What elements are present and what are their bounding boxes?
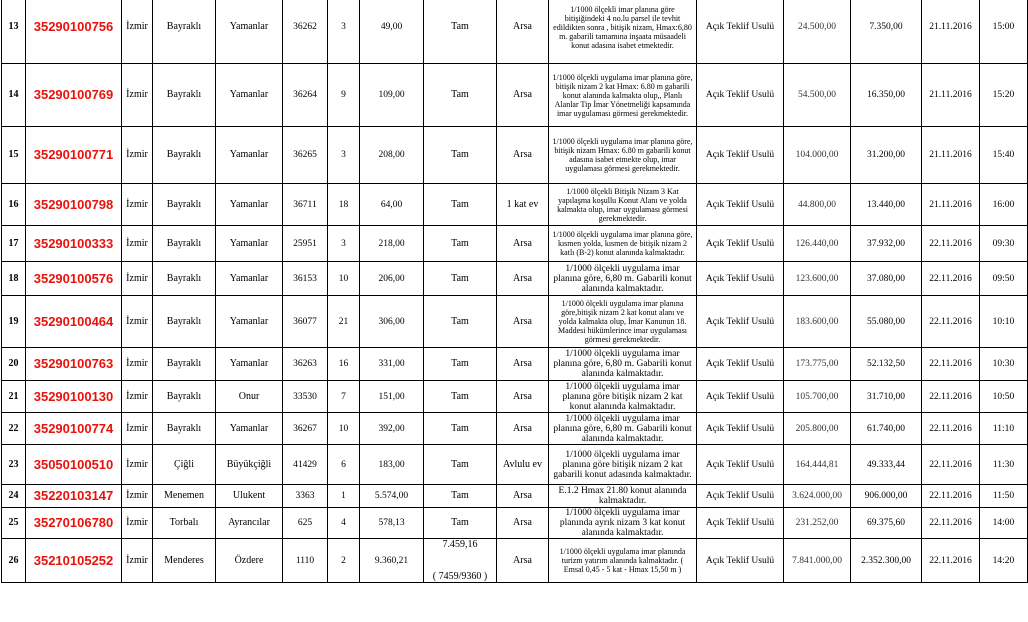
city-cell: İzmir [122, 485, 153, 508]
description-cell: 1/1000 ölçekli uygulama imar planına göre, 6,80 m. Gabarili konut alanında kalmaktadır. [549, 262, 697, 296]
block-number: 41429 [283, 445, 328, 485]
row-number: 24 [2, 485, 26, 508]
area-cell: 183,00 [360, 445, 424, 485]
type-cell: Arsa [497, 485, 549, 508]
district-cell: Bayraklı [153, 413, 216, 445]
tender-method: Açık Teklif Usulü [697, 539, 784, 583]
city-cell: İzmir [122, 127, 153, 184]
tender-method: Açık Teklif Usulü [697, 485, 784, 508]
tender-time: 10:30 [980, 348, 1028, 381]
tender-time: 11:10 [980, 413, 1028, 445]
tender-date: 22.11.2016 [922, 348, 980, 381]
estimated-price: 205.800,00 [784, 413, 851, 445]
tender-date: 22.11.2016 [922, 485, 980, 508]
type-cell: Arsa [497, 381, 549, 413]
tender-method: Açık Teklif Usulü [697, 508, 784, 539]
deposit-amount: 61.740,00 [851, 413, 922, 445]
tender-date: 22.11.2016 [922, 226, 980, 262]
deposit-amount: 69.375,60 [851, 508, 922, 539]
deposit-amount: 13.440,00 [851, 184, 922, 226]
parcel-code[interactable]: 35290100464 [26, 296, 122, 348]
share-cell: Tam [424, 508, 497, 539]
block-number: 36264 [283, 64, 328, 127]
share-ratio: ( 7459/9360 ) [432, 570, 488, 582]
neighborhood-cell: Yamanlar [216, 0, 283, 64]
parcel-number: 18 [328, 184, 360, 226]
city-cell: İzmir [122, 508, 153, 539]
district-cell: Torbalı [153, 508, 216, 539]
row-number: 16 [2, 184, 26, 226]
description-cell: 1/1000 ölçekli uygulama imar planına göre bitişik nizam 2 kat konut alanında kalmaktadır. [549, 381, 697, 413]
deposit-amount: 31.200,00 [851, 127, 922, 184]
parcel-number: 10 [328, 262, 360, 296]
city-cell: İzmir [122, 0, 153, 64]
description-cell: 1/1000 ölçekli uygulama imar planına göre, bitişik nizam Hmax: 6.80 m gabarili konut adasına isabet etmekte olup, imar uygulaması görmesi gerekmektedir. [549, 127, 697, 184]
tender-time: 10:10 [980, 296, 1028, 348]
parcel-code[interactable]: 35220103147 [26, 485, 122, 508]
city-cell: İzmir [122, 539, 153, 583]
share-cell: Tam [424, 348, 497, 381]
tender-time: 15:20 [980, 64, 1028, 127]
deposit-amount: 16.350,00 [851, 64, 922, 127]
district-cell: Menemen [153, 485, 216, 508]
estimated-price: 7.841.000,00 [784, 539, 851, 583]
table-row [2, 0, 1028, 64]
parcel-number: 6 [328, 445, 360, 485]
area-cell: 9.360,21 [360, 539, 424, 583]
block-number: 3363 [283, 485, 328, 508]
tender-time: 10:50 [980, 381, 1028, 413]
parcel-number: 3 [328, 127, 360, 184]
type-cell: Avlulu ev [497, 445, 549, 485]
block-number: 33530 [283, 381, 328, 413]
row-number: 18 [2, 262, 26, 296]
city-cell: İzmir [122, 184, 153, 226]
share-cell: Tam [424, 184, 497, 226]
parcel-number: 21 [328, 296, 360, 348]
block-number: 36265 [283, 127, 328, 184]
estimated-price: 104.000,00 [784, 127, 851, 184]
description-cell: 1/1000 ölçekli uygulama imar planına göre, 6,80 m. Gabarili konut alanında kalmaktadır. [549, 348, 697, 381]
row-number: 13 [2, 0, 26, 64]
district-cell: Bayraklı [153, 348, 216, 381]
parcel-code[interactable]: 35290100756 [26, 0, 122, 64]
city-cell: İzmir [122, 348, 153, 381]
neighborhood-cell: Yamanlar [216, 348, 283, 381]
estimated-price: 173.775,00 [784, 348, 851, 381]
description-cell: 1/1000 ölçekli imar planına göre bitişiğindeki 4 no.lu parsel ile tevhit edildikten sonra , bitişik nizam, Hmax:6,80 m. gabarili tamamına inşaata müsaadeli konut adasına isabet etmektedir. [549, 0, 697, 64]
tender-method: Açık Teklif Usulü [697, 226, 784, 262]
table-row [2, 226, 1028, 262]
share-cell: Tam [424, 296, 497, 348]
description-cell: 1/1000 ölçekli uygulama imar planına göre, kısmen yolda, kısmen de bitişik nizam 2 katlı (B-2) konut alanında kalmaktadır. [549, 226, 697, 262]
block-number: 36077 [283, 296, 328, 348]
block-number: 1110 [283, 539, 328, 583]
tender-method: Açık Teklif Usulü [697, 381, 784, 413]
deposit-amount: 7.350,00 [851, 0, 922, 64]
area-cell: 151,00 [360, 381, 424, 413]
area-cell: 49,00 [360, 0, 424, 64]
parcel-number: 16 [328, 348, 360, 381]
share-cell: Tam [424, 445, 497, 485]
table-row [2, 539, 1028, 583]
table-row [2, 262, 1028, 296]
parcel-number: 2 [328, 539, 360, 583]
area-cell: 64,00 [360, 184, 424, 226]
estimated-price: 105.700,00 [784, 381, 851, 413]
tender-method: Açık Teklif Usulü [697, 413, 784, 445]
parcel-code[interactable]: 35290100576 [26, 262, 122, 296]
tender-time: 11:30 [980, 445, 1028, 485]
table-row [2, 485, 1028, 508]
tender-time: 14:20 [980, 539, 1028, 583]
district-cell: Bayraklı [153, 127, 216, 184]
table-row [2, 64, 1028, 127]
share-cell: Tam [424, 413, 497, 445]
tender-table [1, 0, 1028, 583]
parcel-code[interactable]: 35290100333 [26, 226, 122, 262]
tender-time: 16:00 [980, 184, 1028, 226]
area-cell: 218,00 [360, 226, 424, 262]
parcel-number: 4 [328, 508, 360, 539]
neighborhood-cell: Yamanlar [216, 184, 283, 226]
parcel-number: 1 [328, 485, 360, 508]
row-number: 19 [2, 296, 26, 348]
share-cell: Tam [424, 485, 497, 508]
deposit-amount: 37.080,00 [851, 262, 922, 296]
type-cell: Arsa [497, 226, 549, 262]
parcel-code[interactable]: 35270106780 [26, 508, 122, 539]
block-number: 36153 [283, 262, 328, 296]
district-cell: Bayraklı [153, 381, 216, 413]
row-number: 14 [2, 64, 26, 127]
type-cell: Arsa [497, 127, 549, 184]
city-cell: İzmir [122, 413, 153, 445]
table-row [2, 445, 1028, 485]
neighborhood-cell: Özdere [216, 539, 283, 583]
estimated-price: 183.600,00 [784, 296, 851, 348]
description-cell: 1/1000 ölçekli uygulama imar planına göre bitişik nizam 2 kat gabarili konut adasında kalmaktadır. [549, 445, 697, 485]
tender-method: Açık Teklif Usulü [697, 127, 784, 184]
description-cell: 1/1000 ölçekli uygulama imar planına göre,bitişik nizam 2 kat konut alanı ve yolda kalmakta olup, İmar Kanunun 18. Maddesi hükümlerince imar uygulaması görmesi gerekmektedir. [549, 296, 697, 348]
parcel-number: 9 [328, 64, 360, 127]
tender-time: 14:00 [980, 508, 1028, 539]
type-cell: Arsa [497, 539, 549, 583]
row-number: 21 [2, 381, 26, 413]
tender-date: 22.11.2016 [922, 445, 980, 485]
description-cell: 1/1000 ölçekli uygulama imar planında ayrık nizam 3 kat konut alanında kalmaktadır. [549, 508, 697, 539]
neighborhood-cell: Yamanlar [216, 296, 283, 348]
district-cell: Bayraklı [153, 296, 216, 348]
type-cell: 1 kat ev [497, 184, 549, 226]
deposit-amount: 2.352.300,00 [851, 539, 922, 583]
share-cell: Tam [424, 381, 497, 413]
neighborhood-cell: Ulukent [216, 485, 283, 508]
block-number: 36262 [283, 0, 328, 64]
tender-time: 09:50 [980, 262, 1028, 296]
city-cell: İzmir [122, 262, 153, 296]
tender-method: Açık Teklif Usulü [697, 296, 784, 348]
tender-date: 22.11.2016 [922, 413, 980, 445]
estimated-price: 54.500,00 [784, 64, 851, 127]
tender-date: 21.11.2016 [922, 184, 980, 226]
neighborhood-cell: Yamanlar [216, 226, 283, 262]
tender-time: 09:30 [980, 226, 1028, 262]
parcel-code[interactable]: 35050100510 [26, 445, 122, 485]
deposit-amount: 31.710,00 [851, 381, 922, 413]
table-row [2, 508, 1028, 539]
area-cell: 206,00 [360, 262, 424, 296]
deposit-amount: 906.000,00 [851, 485, 922, 508]
parcel-code[interactable]: 35290100774 [26, 413, 122, 445]
area-cell: 578,13 [360, 508, 424, 539]
city-cell: İzmir [122, 381, 153, 413]
table-row [2, 184, 1028, 226]
deposit-amount: 37.932,00 [851, 226, 922, 262]
city-cell: İzmir [122, 445, 153, 485]
deposit-amount: 49.333,44 [851, 445, 922, 485]
parcel-code[interactable]: 35210105252 [26, 539, 122, 583]
city-cell: İzmir [122, 64, 153, 127]
parcel-code[interactable]: 35290100763 [26, 348, 122, 381]
row-number: 25 [2, 508, 26, 539]
tender-method: Açık Teklif Usulü [697, 445, 784, 485]
district-cell: Çiğli [153, 445, 216, 485]
block-number: 625 [283, 508, 328, 539]
description-cell: 1/1000 ölçekli uygulama imar planına göre, 6,80 m. Gabarili konut alanında kalmaktadır. [549, 413, 697, 445]
type-cell: Arsa [497, 262, 549, 296]
neighborhood-cell: Büyükçiğli [216, 445, 283, 485]
type-cell: Arsa [497, 64, 549, 127]
neighborhood-cell: Ayrancılar [216, 508, 283, 539]
parcel-number: 7 [328, 381, 360, 413]
share-cell: Tam [424, 226, 497, 262]
tender-date: 22.11.2016 [922, 508, 980, 539]
tender-date: 21.11.2016 [922, 64, 980, 127]
area-cell: 392,00 [360, 413, 424, 445]
share-cell [424, 539, 497, 583]
area-cell: 306,00 [360, 296, 424, 348]
type-cell: Arsa [497, 0, 549, 64]
district-cell: Bayraklı [153, 262, 216, 296]
table-row [2, 296, 1028, 348]
row-number: 20 [2, 348, 26, 381]
row-number: 26 [2, 539, 26, 583]
table-row [2, 381, 1028, 413]
tender-method: Açık Teklif Usulü [697, 262, 784, 296]
estimated-price: 44.800,00 [784, 184, 851, 226]
parcel-number: 10 [328, 413, 360, 445]
type-cell: Arsa [497, 348, 549, 381]
tender-method: Açık Teklif Usulü [697, 64, 784, 127]
deposit-amount: 52.132,50 [851, 348, 922, 381]
row-number: 15 [2, 127, 26, 184]
tender-method: Açık Teklif Usulü [697, 348, 784, 381]
row-number: 17 [2, 226, 26, 262]
parcel-code[interactable]: 35290100798 [26, 184, 122, 226]
description-cell: 1/1000 ölçekli uygulama imar planında turizm yatırım alanında kalmaktadır. ( Emsal 0,45 - 5 kat - Hmax 15,50 m ) [549, 539, 697, 583]
tender-date: 21.11.2016 [922, 0, 980, 64]
district-cell: Bayraklı [153, 226, 216, 262]
estimated-price: 24.500,00 [784, 0, 851, 64]
city-cell: İzmir [122, 226, 153, 262]
table-row [2, 127, 1028, 184]
share-cell: Tam [424, 127, 497, 184]
type-cell: Arsa [497, 296, 549, 348]
neighborhood-cell: Yamanlar [216, 262, 283, 296]
tender-time: 15:40 [980, 127, 1028, 184]
tender-method: Açık Teklif Usulü [697, 0, 784, 64]
tender-date: 21.11.2016 [922, 127, 980, 184]
estimated-price: 123.600,00 [784, 262, 851, 296]
parcel-code[interactable]: 35290100130 [26, 381, 122, 413]
neighborhood-cell: Yamanlar [216, 413, 283, 445]
table-row [2, 348, 1028, 381]
share-cell: Tam [424, 0, 497, 64]
area-cell: 331,00 [360, 348, 424, 381]
type-cell: Arsa [497, 413, 549, 445]
area-cell: 208,00 [360, 127, 424, 184]
deposit-amount: 55.080,00 [851, 296, 922, 348]
estimated-price: 126.440,00 [784, 226, 851, 262]
block-number: 36267 [283, 413, 328, 445]
block-number: 36263 [283, 348, 328, 381]
city-cell: İzmir [122, 296, 153, 348]
row-number: 23 [2, 445, 26, 485]
parcel-number: 3 [328, 226, 360, 262]
area-cell: 109,00 [360, 64, 424, 127]
area-cell: 5.574,00 [360, 485, 424, 508]
table-row [2, 413, 1028, 445]
parcel-code[interactable]: 35290100771 [26, 127, 122, 184]
estimated-price: 3.624.000,00 [784, 485, 851, 508]
row-number: 22 [2, 413, 26, 445]
block-number: 25951 [283, 226, 328, 262]
neighborhood-cell: Yamanlar [216, 127, 283, 184]
district-cell: Menderes [153, 539, 216, 583]
tender-date: 22.11.2016 [922, 262, 980, 296]
type-cell: Arsa [497, 508, 549, 539]
parcel-number: 3 [328, 0, 360, 64]
estimated-price: 231.252,00 [784, 508, 851, 539]
neighborhood-cell: Onur [216, 381, 283, 413]
neighborhood-cell: Yamanlar [216, 64, 283, 127]
share-cell: Tam [424, 64, 497, 127]
tender-date: 22.11.2016 [922, 381, 980, 413]
district-cell: Bayraklı [153, 184, 216, 226]
tender-time: 11:50 [980, 485, 1028, 508]
district-cell: Bayraklı [153, 64, 216, 127]
tender-date: 22.11.2016 [922, 539, 980, 583]
tender-date: 22.11.2016 [922, 296, 980, 348]
share-cell: Tam [424, 262, 497, 296]
description-cell: 1/1000 ölçekli uygulama imar planına göre, bitişik nizam 2 kat Hmax: 6.80 m gabarili konut alanında kalmakta olup,, Planlı Alanlar Tip İmar Yönetmeliği kapsamında imar uygulaması görmesi gerekmektedir. [549, 64, 697, 127]
district-cell: Bayraklı [153, 0, 216, 64]
estimated-price: 164.444,81 [784, 445, 851, 485]
tender-time: 15:00 [980, 0, 1028, 64]
block-number: 36711 [283, 184, 328, 226]
description-cell: E.1.2 Hmax 21.80 konut alanında kalmaktadır. [549, 485, 697, 508]
share-value: 7.459,16 [442, 538, 478, 550]
parcel-code[interactable]: 35290100769 [26, 64, 122, 127]
tender-method: Açık Teklif Usulü [697, 184, 784, 226]
description-cell: 1/1000 ölçekli Bitişik Nizam 3 Kat yapılaşma koşullu Konut Alanı ve yolda kalmakta olup, imar uygulaması görmesi gerekmektedir. [549, 184, 697, 226]
